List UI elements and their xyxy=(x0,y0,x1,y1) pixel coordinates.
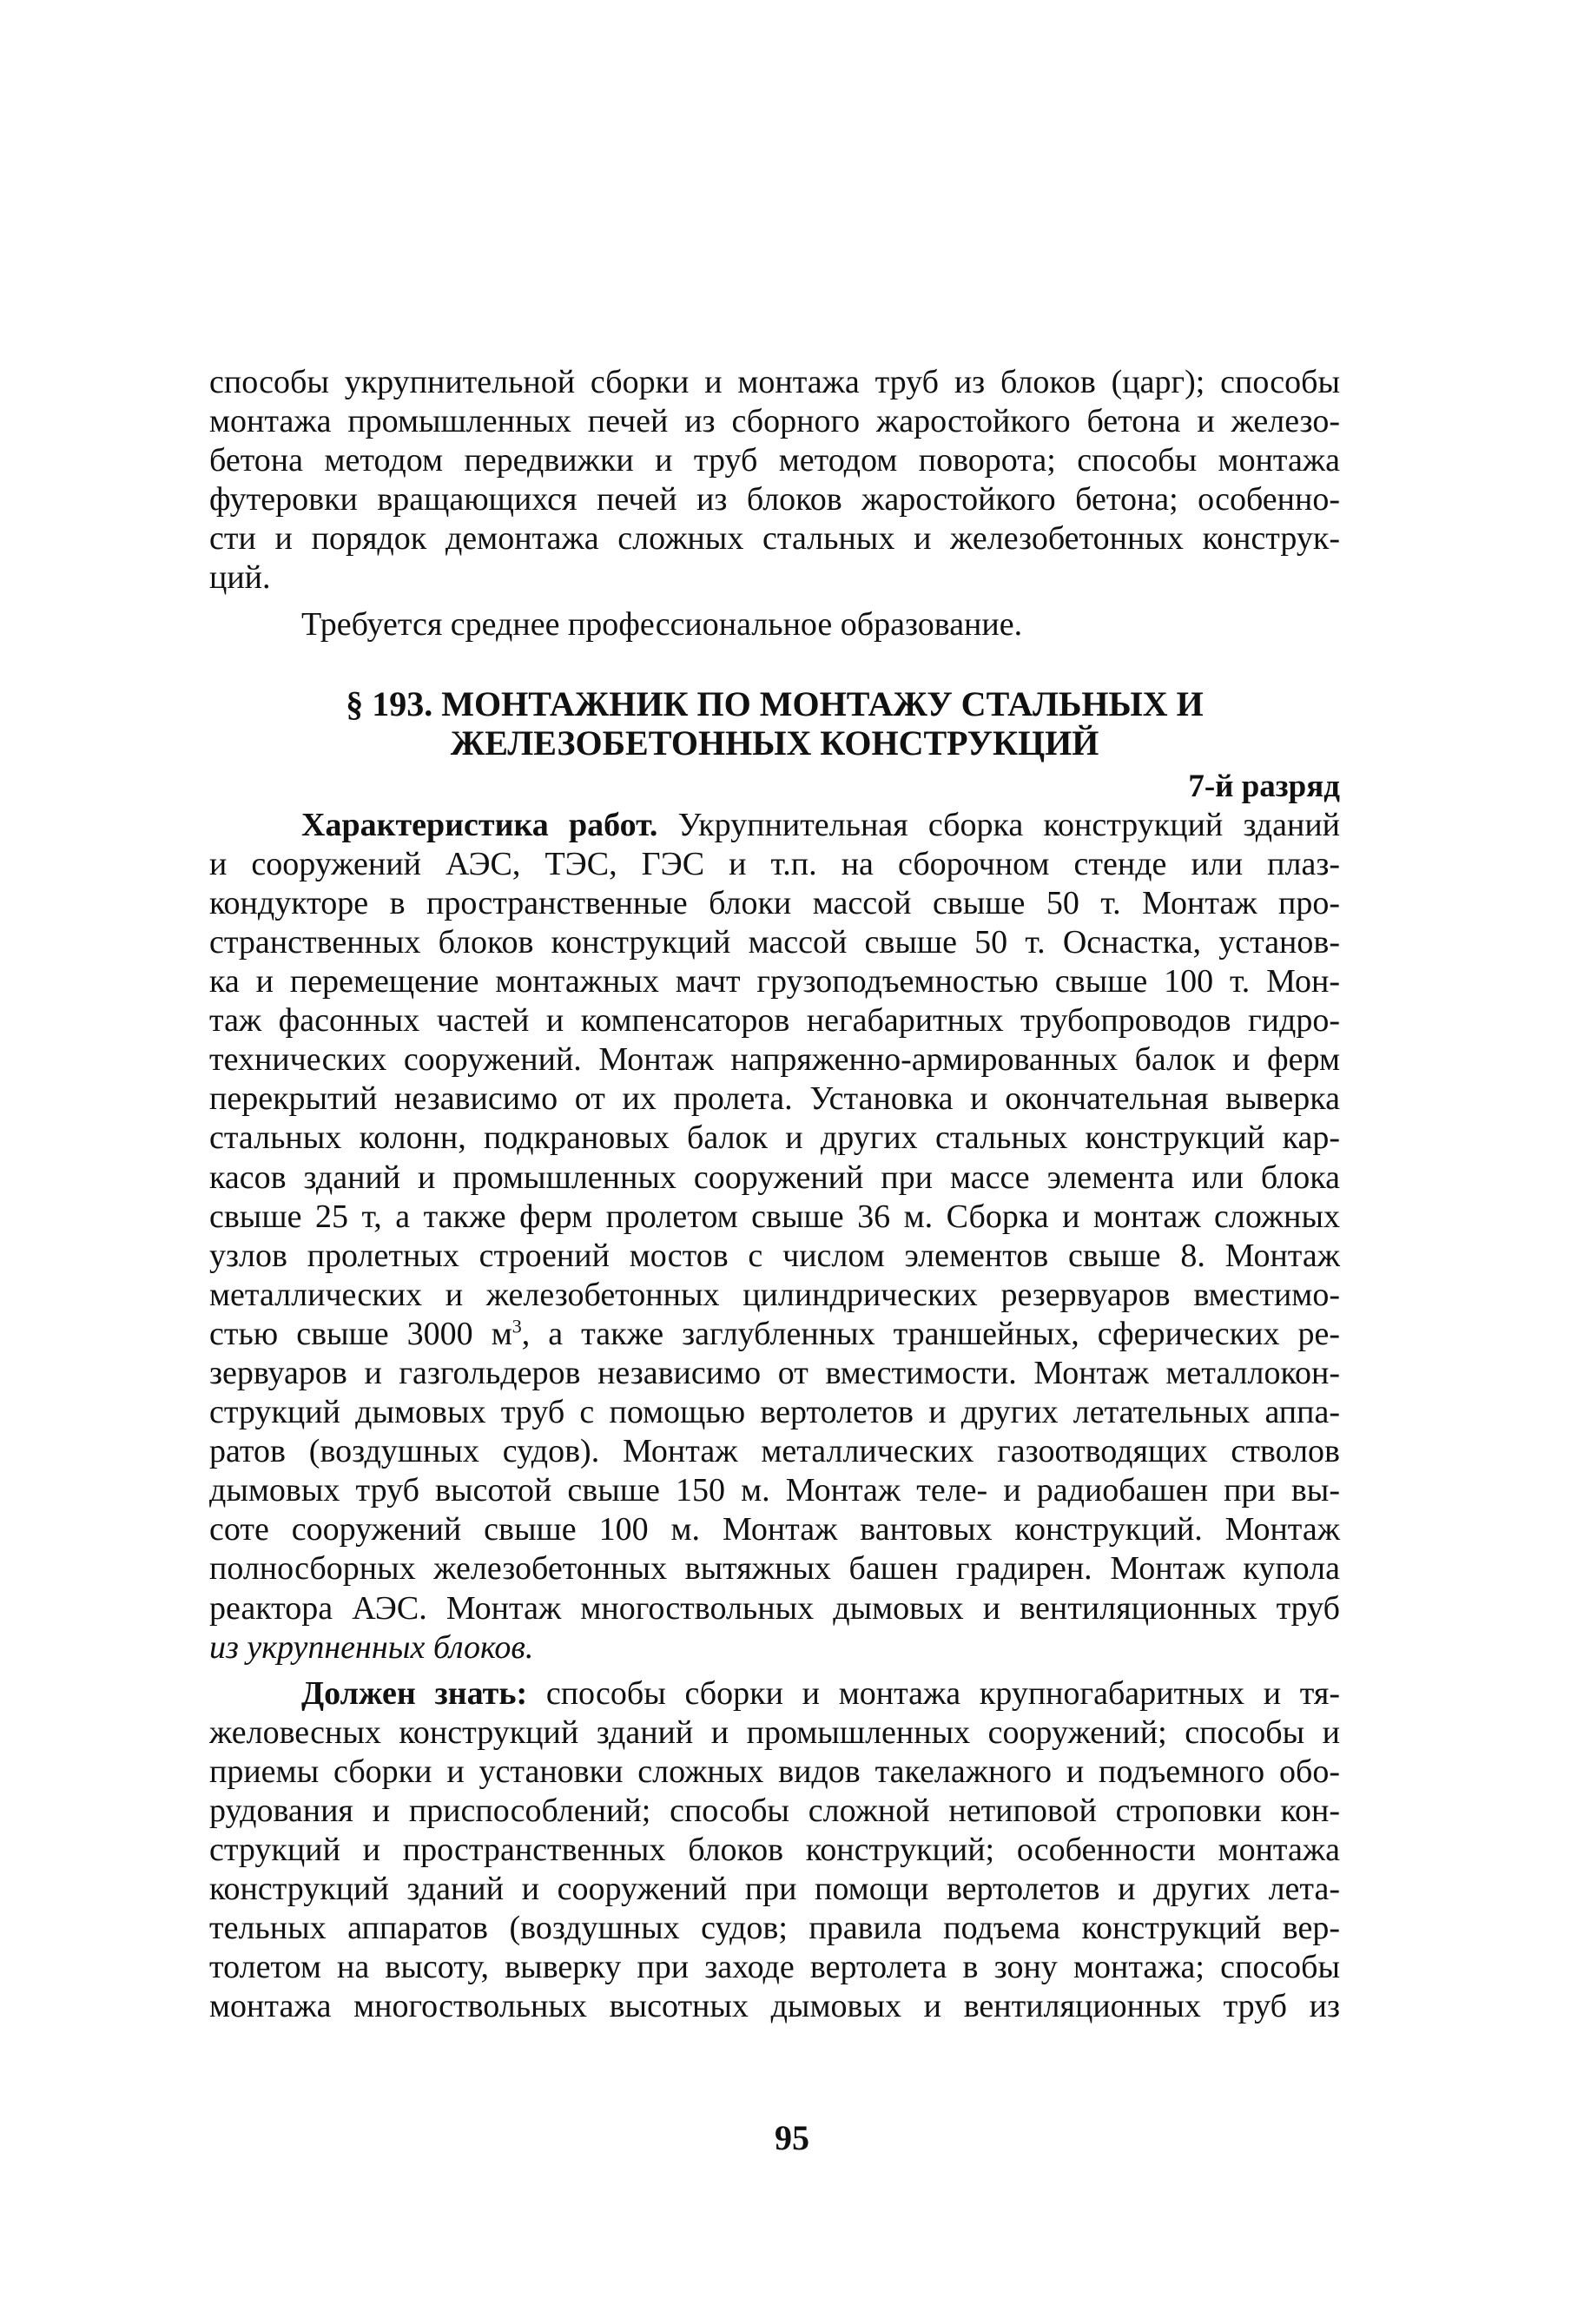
text-line: рудования и приспособлений; способы сложной нетиповой строповки кон- xyxy=(209,1793,1340,1829)
characteristics-first-line: Укрупнительная сборка конструкций зданий xyxy=(677,806,1341,843)
document-page xyxy=(209,363,1340,2027)
text-line: кондукторе в пространственные блоки массой свыше 50 т. Монтаж про- xyxy=(209,884,1340,921)
top-paragraph xyxy=(209,363,1340,598)
page-number: 95 xyxy=(775,2118,809,2157)
text-line: реактора АЭС. Монтаж многоствольных дымовых и вентиляционных труб xyxy=(209,1589,1340,1627)
text-line: желовесных конструкций зданий и промышленных сооружений; способы и xyxy=(209,1713,1340,1751)
text-line: дымовых труб высотой свыше 150 м. Монтаж теле- и радиобашен при вы- xyxy=(209,1472,1340,1509)
education-note: Требуется среднее профессиональное образование. xyxy=(301,605,1023,643)
text-line: способы укрупнительной сборки и монтажа труб из блоков (царг); способы xyxy=(209,364,1340,400)
text-line: зервуаров и газгольдеров независимо от вместимости. Монтаж металлокон- xyxy=(209,1354,1340,1391)
text-line: бетона методом передвижки и труб методом поворота; способы монтажа xyxy=(209,442,1340,479)
section-heading xyxy=(209,684,1340,763)
text-line: таж фасонных частей и компенсаторов негабаритных трубопроводов гидро- xyxy=(209,1002,1340,1040)
text-line xyxy=(209,806,1340,845)
knowledge-paragraph xyxy=(209,1674,1340,2027)
characteristics-label: Характеристика работ. xyxy=(301,806,658,843)
text-line: струкций и пространственных блоков конструкций; особенности монтажа xyxy=(209,1832,1340,1869)
text-line: футеровки вращающихся печей из блоков жаростойкого бетона; особенно- xyxy=(209,481,1340,518)
text-line: странственных блоков конструкций массой свыше 50 т. Оснастка, установ- xyxy=(209,923,1340,961)
cubic-superscript: 3 xyxy=(512,1315,522,1337)
text-line: приемы сборки и установки сложных видов такелажного и подъемного обо- xyxy=(209,1753,1340,1790)
knowledge-label: Должен знать: xyxy=(301,1674,528,1712)
text-line: перекрытий независимо от их пролета. Установка и окончательная выверка xyxy=(209,1080,1340,1118)
text-line: ратов (воздушных судов). Монтаж металлических газоотводящих стволов xyxy=(209,1433,1340,1470)
volume-text: стью свыше 3000 м xyxy=(209,1315,512,1352)
text-line: и сооружений АЭС, ТЭС, ГЭС и т.п. на сборочном стенде или плаз- xyxy=(209,845,1340,882)
text-line: свыше 25 т, а также ферм пролетом свыше 36 м. Сборка и монтаж сложных xyxy=(209,1198,1340,1235)
text-line: металлических и железобетонных цилиндрических резервуаров вместимо- xyxy=(209,1276,1340,1313)
text-line: ка и перемещение монтажных мачт грузоподъемностью свыше 100 т. Мон- xyxy=(209,963,1340,1000)
text-line: полносборных железобетонных вытяжных башен градирен. Монтаж купола xyxy=(209,1550,1340,1588)
text-line: монтажа многоствольных высотных дымовых и вентиляционных труб из xyxy=(209,1988,1340,2025)
text-line xyxy=(209,1674,1340,1713)
text-line: струкций дымовых труб с помощью вертолетов и других летательных аппа- xyxy=(209,1394,1340,1431)
grade-label: 7-й разряд xyxy=(1188,768,1340,804)
section-heading-line1: § 193. МОНТАЖНИК ПО МОНТАЖУ СТАЛЬНЫХ И xyxy=(346,683,1204,723)
text-line: технических сооружений. Монтаж напряженно-армированных балок и ферм xyxy=(209,1041,1340,1079)
text-line: сти и порядок демонтажа сложных стальных и железобетонных конструк- xyxy=(209,520,1340,558)
text-line: тельных аппаратов (воздушных судов; правила подъема конструкций вер- xyxy=(209,1910,1340,1947)
text-line: монтажа промышленных печей из сборного жаростойкого бетона и железо- xyxy=(209,403,1340,440)
knowledge-first-line: способы сборки и монтажа крупногабаритных и тя- xyxy=(545,1674,1341,1712)
section-heading-line2: ЖЕЛЕЗОБЕТОННЫХ КОНСТРУКЦИЙ xyxy=(450,723,1099,763)
text-line: конструкций зданий и сооружений при помощи вертолетов и других лета- xyxy=(209,1871,1340,1908)
text-line: соте сооружений свыше 100 м. Монтаж вантовых конструкций. Монтаж xyxy=(209,1511,1340,1548)
text-line: узлов пролетных строений мостов с числом элементов свыше 8. Монтаж xyxy=(209,1237,1340,1274)
text-line: стальных колонн, подкрановых балок и других стальных конструкций кар- xyxy=(209,1119,1340,1157)
text-line: из укрупненных блоков. xyxy=(209,1628,534,1666)
text-line: толетом на высоту, выверку при заходе вертолета в зону монтажа; способы xyxy=(209,1949,1340,1986)
characteristics-paragraph xyxy=(209,806,1340,1667)
text-line: ций. xyxy=(209,559,271,597)
text-line: касов зданий и промышленных сооружений при массе элемента или блока xyxy=(209,1159,1340,1196)
volume-text-cont: , а также заглубленных траншейных, сферических ре- xyxy=(521,1315,1340,1352)
text-line xyxy=(209,1315,1340,1354)
